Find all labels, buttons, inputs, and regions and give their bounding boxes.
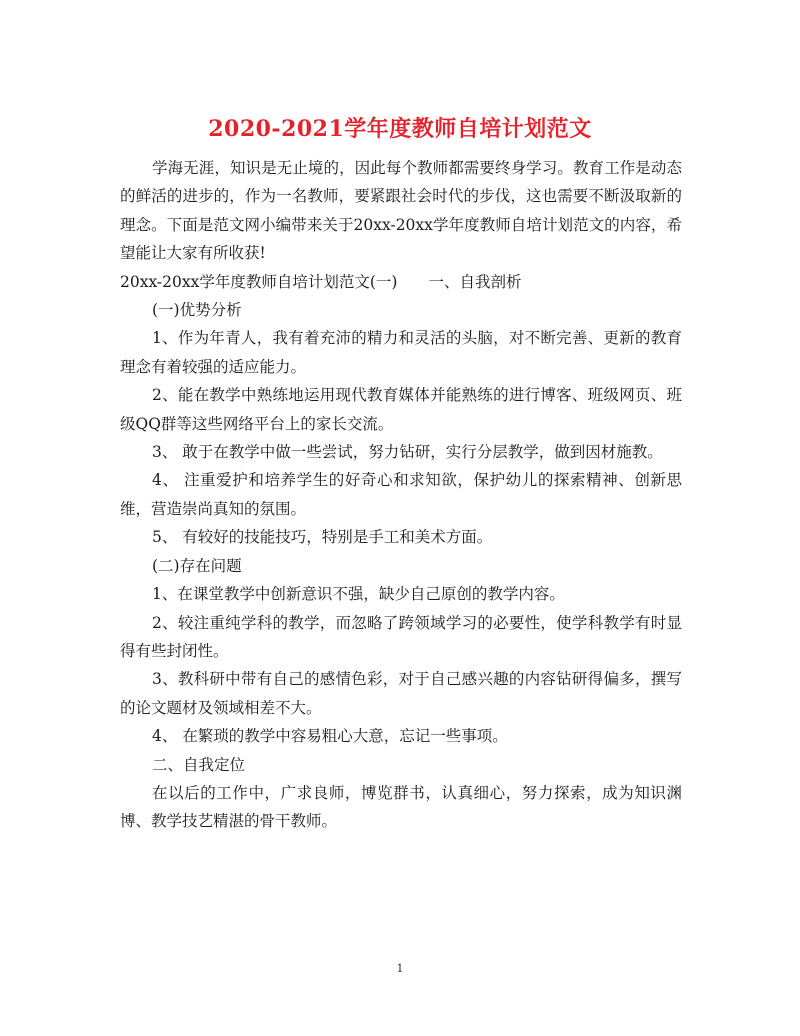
advantage-item-2: 2、能在教学中熟练地运用现代教育媒体并能熟练的进行博客、班级网页、班级QQ群等这些网络平台上的家长交流。 (120, 386, 682, 433)
positioning-heading: 二、自我定位 (152, 755, 246, 774)
page-number: 1 (396, 962, 404, 975)
advantage-item-3: 3、 敢于在教学中做一些尝试，努力钻研，实行分层教学，做到因材施教。 (152, 443, 663, 462)
advantages-heading: (一)优势分析 (152, 301, 242, 320)
advantage-item-4: 4、 注重爱护和培养学生的好奇心和求知欲，保护幼儿的探索精神、创新思维，营造崇尚真知的氛围。 (120, 471, 682, 518)
document-title: 2020-2021学年度教师自培计划范文 (208, 116, 592, 142)
problem-item-3: 3、教科研中带有自己的感情色彩，对于自己感兴趣的内容钻研得偏多，撰写的论文题材及领域相差不大。 (120, 670, 682, 717)
document-body (120, 154, 682, 836)
positioning-paragraph: 在以后的工作中，广求良师，博览群书，认真细心，努力探索，成为知识渊博、教学技艺精湛的骨干教师。 (120, 783, 682, 831)
problem-item-2: 2、较注重纯学科的教学，而忽略了跨领域学习的必要性，使学科教学有时显得有些封闭性。 (120, 613, 682, 660)
problem-item-1: 1、在课堂教学中创新意识不强，缺少自己原创的教学内容。 (152, 585, 565, 604)
advantage-item-1: 1、作为年青人，我有着充沛的精力和灵活的头脑，对不断完善、更新的教育理念有着较强的适应能力。 (120, 329, 682, 376)
problems-heading: (二)存在问题 (152, 556, 242, 575)
section-heading-line: 20xx-20xx学年度教师自培计划范文(一) 一、自我剖析 (120, 272, 522, 291)
advantage-item-5: 5、 有较好的技能技巧，特别是手工和美术方面。 (152, 528, 493, 547)
intro-paragraph: 学海无涯，知识是无止境的，因此每个教师都需要终身学习。教育工作是动态的鲜活的进步的，作为一名教师，要紧跟社会时代的步伐，这也需要不断汲取新的理念。下面是范文网小编带来关于20xx-20xx学年度教师自培计划范文的内容，希望能让大家有所收获! (120, 159, 682, 263)
problem-item-4: 4、 在繁琐的教学中容易粗心大意，忘记一些事项。 (152, 727, 508, 746)
